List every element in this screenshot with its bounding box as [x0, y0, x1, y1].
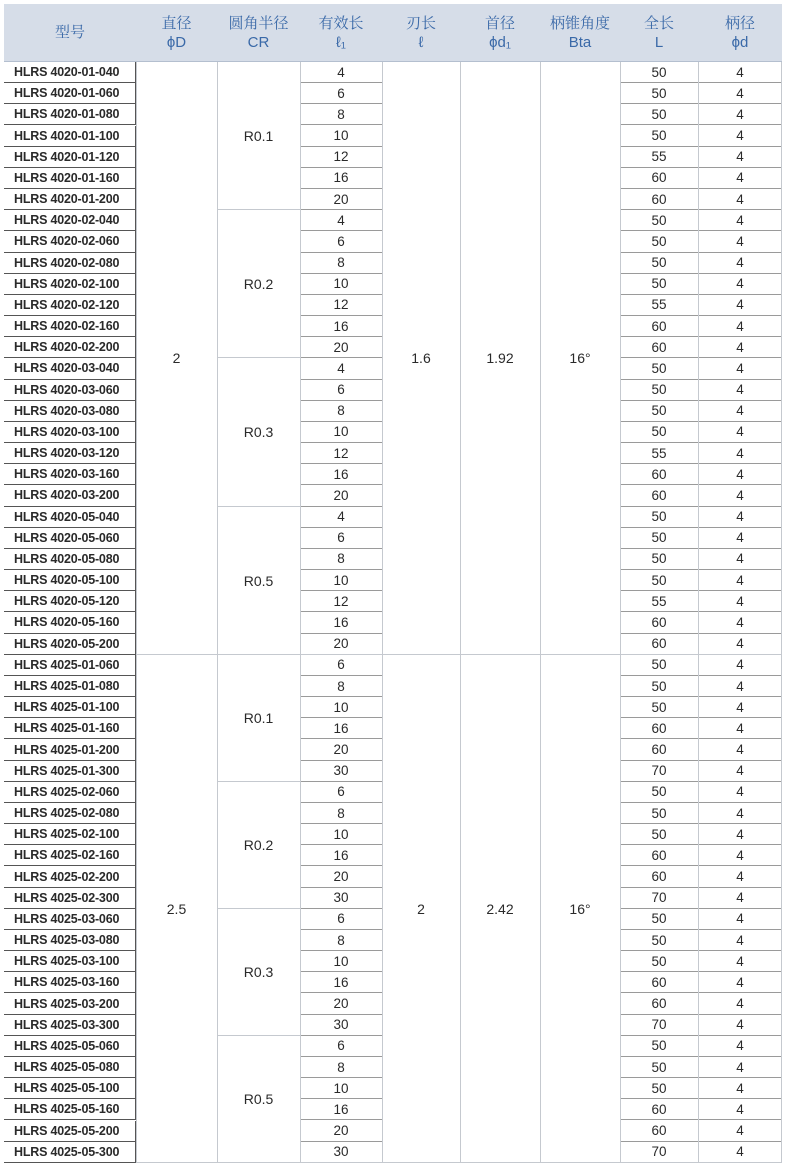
table-cell-effective-length: 6 [300, 528, 382, 549]
table-cell-corner-radius: R0.1 [243, 710, 274, 727]
table-cell-overall-length: 50 [620, 951, 698, 972]
table-cell-overall-length: 60 [620, 1121, 698, 1142]
table-cell-overall-length: 60 [620, 1099, 698, 1120]
header-corner-radius-title: 圆角半径 [228, 14, 289, 32]
table-cell-overall-length: 60 [620, 718, 698, 739]
table-row-model: HLRS 4020-02-100 [4, 274, 136, 295]
table-row-model: HLRS 4020-02-200 [4, 337, 136, 358]
table-row-model: HLRS 4025-03-080 [4, 930, 136, 951]
table-cell-taper-angle: 16° [569, 350, 591, 367]
table-row-model: HLRS 4020-03-120 [4, 443, 136, 464]
table-cell-effective-length: 16 [300, 612, 382, 633]
table-cell-overall-length: 60 [620, 337, 698, 358]
table-row-model: HLRS 4025-05-300 [4, 1142, 136, 1163]
table-cell-shank-diameter: 4 [698, 1015, 782, 1036]
table-cell-effective-length: 8 [300, 401, 382, 422]
table-cell-shank-diameter: 4 [698, 972, 782, 993]
table-row-model: HLRS 4025-05-060 [4, 1036, 136, 1057]
table-cell-effective-length: 8 [300, 676, 382, 697]
table-cell-overall-length: 70 [620, 1015, 698, 1036]
column-divider [217, 62, 218, 1163]
table-cell-shank-diameter: 4 [698, 612, 782, 633]
table-cell-effective-length: 10 [300, 697, 382, 718]
table-row-model: HLRS 4025-05-160 [4, 1099, 136, 1120]
table-row-model: HLRS 4020-01-160 [4, 168, 136, 189]
table-cell-shank-diameter: 4 [698, 485, 782, 506]
column-divider [136, 62, 137, 1163]
header-model-title: 型号 [54, 24, 85, 41]
table-cell-effective-length: 12 [300, 147, 382, 168]
table-cell-effective-length: 16 [300, 464, 382, 485]
table-cell-effective-length: 4 [300, 62, 382, 83]
table-cell-shank-diameter: 4 [698, 845, 782, 866]
table-row-model: HLRS 4025-01-060 [4, 655, 136, 676]
table-cell-effective-length: 30 [300, 888, 382, 909]
table-cell-effective-length: 16 [300, 845, 382, 866]
table-cell-effective-length: 20 [300, 866, 382, 887]
table-cell-effective-length: 10 [300, 824, 382, 845]
table-row-model: HLRS 4025-03-160 [4, 972, 136, 993]
table-cell-overall-length: 50 [620, 62, 698, 83]
table-cell-effective-length: 12 [300, 443, 382, 464]
header-diameter-symbol: ϕD [166, 33, 187, 51]
table-cell-shank-diameter: 4 [698, 1142, 782, 1163]
table-row-model: HLRS 4025-01-080 [4, 676, 136, 697]
table-cell-diameter: 2.5 [166, 900, 187, 917]
table-cell-overall-length: 50 [620, 1078, 698, 1099]
table-cell-effective-length: 16 [300, 972, 382, 993]
table-row-model: HLRS 4020-02-080 [4, 253, 136, 274]
table-cell-effective-length: 20 [300, 993, 382, 1014]
table-cell-shank-diameter: 4 [698, 295, 782, 316]
table-cell-effective-length: 6 [300, 909, 382, 930]
column-divider [781, 62, 782, 1163]
table-row-model: HLRS 4020-01-060 [4, 83, 136, 104]
table-cell-overall-length: 50 [620, 253, 698, 274]
table-cell-effective-length: 10 [300, 570, 382, 591]
table-cell-overall-length: 60 [620, 168, 698, 189]
table-cell-effective-length: 6 [300, 782, 382, 803]
group-divider [136, 1162, 782, 1163]
table-cell-effective-length: 20 [300, 485, 382, 506]
table-cell-effective-length: 8 [300, 104, 382, 125]
table-cell-overall-length: 60 [620, 972, 698, 993]
table-cell-effective-length: 8 [300, 803, 382, 824]
column-divider [540, 62, 541, 1163]
table-cell-shank-diameter: 4 [698, 210, 782, 231]
table-cell-overall-length: 60 [620, 464, 698, 485]
table-cell-effective-length: 8 [300, 1057, 382, 1078]
table-cell-effective-length: 30 [300, 761, 382, 782]
header-overall-length-title: 全长 [643, 14, 674, 32]
table-cell-overall-length: 70 [620, 888, 698, 909]
table-cell-overall-length: 50 [620, 570, 698, 591]
table-cell-effective-length: 6 [300, 231, 382, 252]
table-cell-corner-radius: R0.1 [243, 128, 274, 145]
table-cell-shank-diameter: 4 [698, 888, 782, 909]
column-divider [698, 62, 699, 1163]
table-cell-shank-diameter: 4 [698, 549, 782, 570]
table-cell-shank-diameter: 4 [698, 443, 782, 464]
table-cell-overall-length: 50 [620, 824, 698, 845]
table-row-model: HLRS 4025-02-060 [4, 782, 136, 803]
table-cell-overall-length: 50 [620, 210, 698, 231]
table-cell-overall-length: 50 [620, 697, 698, 718]
table-cell-effective-length: 8 [300, 253, 382, 274]
header-blade-length-symbol: ℓ [418, 33, 424, 51]
table-cell-shank-diameter: 4 [698, 634, 782, 655]
spec-table [4, 4, 782, 1171]
table-row-model: HLRS 4020-05-200 [4, 634, 136, 655]
column-divider [300, 62, 301, 1163]
table-row-model: HLRS 4025-02-100 [4, 824, 136, 845]
table-cell-overall-length: 70 [620, 761, 698, 782]
column-divider [620, 62, 621, 1163]
table-cell-shank-diameter: 4 [698, 676, 782, 697]
table-cell-shank-diameter: 4 [698, 803, 782, 824]
table-cell-effective-length: 16 [300, 718, 382, 739]
table-cell-shank-diameter: 4 [698, 930, 782, 951]
header-overall-length-symbol: L [654, 33, 664, 51]
table-cell-shank-diameter: 4 [698, 231, 782, 252]
table-cell-corner-radius: R0.5 [243, 572, 274, 589]
table-cell-shank-diameter: 4 [698, 1078, 782, 1099]
header-neck-diameter-title: 首径 [484, 14, 515, 32]
table-cell-shank-diameter: 4 [698, 147, 782, 168]
table-cell-shank-diameter: 4 [698, 824, 782, 845]
table-cell-effective-length: 4 [300, 210, 382, 231]
table-cell-overall-length: 50 [620, 549, 698, 570]
header-neck-diameter-symbol: ϕd₁ [489, 33, 511, 51]
table-row-model: HLRS 4025-01-160 [4, 718, 136, 739]
table-cell-overall-length: 50 [620, 104, 698, 125]
table-row-model: HLRS 4025-02-300 [4, 888, 136, 909]
table-cell-effective-length: 30 [300, 1015, 382, 1036]
table-cell-shank-diameter: 4 [698, 104, 782, 125]
table-cell-shank-diameter: 4 [698, 951, 782, 972]
table-cell-overall-length: 55 [620, 443, 698, 464]
table-cell-overall-length: 50 [620, 676, 698, 697]
table-cell-overall-length: 60 [620, 485, 698, 506]
table-cell-shank-diameter: 4 [698, 464, 782, 485]
header-blade-length-title: 刃长 [405, 14, 436, 32]
table-cell-shank-diameter: 4 [698, 358, 782, 379]
table-row-model: HLRS 4025-01-300 [4, 761, 136, 782]
header-diameter [136, 4, 217, 62]
table-cell-shank-diameter: 4 [698, 718, 782, 739]
table-cell-shank-diameter: 4 [698, 168, 782, 189]
table-row-model: HLRS 4020-03-200 [4, 485, 136, 506]
table-cell-blade-length: 2 [417, 900, 425, 917]
table-cell-shank-diameter: 4 [698, 380, 782, 401]
table-row-model: HLRS 4020-01-040 [4, 62, 136, 83]
table-cell-overall-length: 60 [620, 316, 698, 337]
table-cell-shank-diameter: 4 [698, 761, 782, 782]
table-cell-effective-length: 20 [300, 337, 382, 358]
table-cell-overall-length: 50 [620, 126, 698, 147]
header-shank-diameter [698, 4, 782, 62]
table-row-model: HLRS 4025-05-200 [4, 1121, 136, 1142]
table-cell-effective-length: 12 [300, 295, 382, 316]
table-cell-effective-length: 20 [300, 739, 382, 760]
table-cell-corner-radius: R0.3 [243, 964, 274, 981]
table-cell-shank-diameter: 4 [698, 337, 782, 358]
table-cell-effective-length: 20 [300, 1121, 382, 1142]
table-row-model: HLRS 4020-03-060 [4, 380, 136, 401]
table-row-model: HLRS 4020-02-120 [4, 295, 136, 316]
table-row-model: HLRS 4020-05-060 [4, 528, 136, 549]
table-row-model: HLRS 4020-01-120 [4, 147, 136, 168]
table-row-model: HLRS 4025-02-200 [4, 866, 136, 887]
table-cell-overall-length: 50 [620, 358, 698, 379]
table-cell-shank-diameter: 4 [698, 1057, 782, 1078]
column-divider [382, 62, 383, 1163]
table-cell-overall-length: 50 [620, 380, 698, 401]
table-cell-corner-radius: R0.3 [243, 424, 274, 441]
table-cell-shank-diameter: 4 [698, 83, 782, 104]
table-row-model: HLRS 4025-01-100 [4, 697, 136, 718]
header-model [4, 4, 136, 62]
table-cell-shank-diameter: 4 [698, 126, 782, 147]
header-diameter-title: 直径 [161, 14, 192, 32]
table-cell-shank-diameter: 4 [698, 1099, 782, 1120]
table-cell-corner-radius: R0.2 [243, 837, 274, 854]
header-effective-length-title: 有效长 [318, 14, 364, 32]
table-cell-effective-length: 30 [300, 1142, 382, 1163]
table-cell-shank-diameter: 4 [698, 1121, 782, 1142]
table-cell-shank-diameter: 4 [698, 697, 782, 718]
table-cell-effective-length: 16 [300, 168, 382, 189]
table-cell-effective-length: 4 [300, 358, 382, 379]
table-row-model: HLRS 4025-05-080 [4, 1057, 136, 1078]
table-cell-diameter: 2 [172, 350, 181, 367]
header-neck-diameter [460, 4, 540, 62]
table-cell-overall-length: 55 [620, 295, 698, 316]
table-cell-effective-length: 12 [300, 591, 382, 612]
header-taper-angle-symbol: Bta [568, 33, 592, 51]
table-cell-effective-length: 8 [300, 549, 382, 570]
table-cell-overall-length: 60 [620, 866, 698, 887]
table-cell-overall-length: 50 [620, 401, 698, 422]
table-cell-overall-length: 50 [620, 1036, 698, 1057]
table-row-model: HLRS 4020-05-040 [4, 507, 136, 528]
table-cell-shank-diameter: 4 [698, 1036, 782, 1057]
table-cell-overall-length: 60 [620, 634, 698, 655]
header-taper-angle-title: 柄锥角度 [549, 14, 610, 32]
table-cell-effective-length: 10 [300, 951, 382, 972]
table-cell-effective-length: 10 [300, 126, 382, 147]
table-cell-shank-diameter: 4 [698, 866, 782, 887]
table-cell-overall-length: 60 [620, 845, 698, 866]
table-cell-overall-length: 50 [620, 274, 698, 295]
table-row-model: HLRS 4020-03-040 [4, 358, 136, 379]
table-cell-overall-length: 50 [620, 909, 698, 930]
header-taper-angle [540, 4, 620, 62]
table-cell-shank-diameter: 4 [698, 570, 782, 591]
table-row-model: HLRS 4020-02-040 [4, 210, 136, 231]
table-row-model: HLRS 4025-03-300 [4, 1015, 136, 1036]
table-row-model: HLRS 4020-03-100 [4, 422, 136, 443]
table-cell-overall-length: 50 [620, 231, 698, 252]
table-cell-effective-length: 20 [300, 634, 382, 655]
table-row-model: HLRS 4025-01-200 [4, 739, 136, 760]
table-row-model: HLRS 4025-02-160 [4, 845, 136, 866]
table-row-model: HLRS 4025-03-060 [4, 909, 136, 930]
table-cell-shank-diameter: 4 [698, 253, 782, 274]
table-row-model: HLRS 4020-05-100 [4, 570, 136, 591]
table-cell-shank-diameter: 4 [698, 993, 782, 1014]
header-effective-length-symbol: ℓ₁ [336, 33, 346, 51]
table-cell-overall-length: 50 [620, 422, 698, 443]
table-cell-effective-length: 6 [300, 1036, 382, 1057]
table-cell-effective-length: 16 [300, 316, 382, 337]
table-cell-shank-diameter: 4 [698, 655, 782, 676]
table-cell-shank-diameter: 4 [698, 782, 782, 803]
table-row-model: HLRS 4025-03-200 [4, 993, 136, 1014]
column-divider [460, 62, 461, 1163]
table-cell-overall-length: 55 [620, 147, 698, 168]
table-cell-shank-diameter: 4 [698, 189, 782, 210]
table-cell-overall-length: 50 [620, 655, 698, 676]
table-cell-effective-length: 10 [300, 274, 382, 295]
table-cell-neck-diameter: 2.42 [486, 900, 514, 917]
table-cell-taper-angle: 16° [569, 900, 591, 917]
table-row-model: HLRS 4020-05-120 [4, 591, 136, 612]
header-corner-radius-symbol: CR [247, 33, 270, 51]
header-shank-diameter-symbol: ϕd [731, 33, 749, 51]
table-cell-effective-length: 10 [300, 422, 382, 443]
table-cell-overall-length: 50 [620, 528, 698, 549]
table-row-model: HLRS 4020-03-160 [4, 464, 136, 485]
table-row-model: HLRS 4020-02-160 [4, 316, 136, 337]
table-cell-overall-length: 60 [620, 993, 698, 1014]
table-cell-effective-length: 6 [300, 83, 382, 104]
table-cell-overall-length: 50 [620, 507, 698, 528]
table-row-model: HLRS 4020-03-080 [4, 401, 136, 422]
table-cell-shank-diameter: 4 [698, 401, 782, 422]
table-cell-overall-length: 70 [620, 1142, 698, 1163]
table-cell-effective-length: 6 [300, 655, 382, 676]
table-cell-corner-radius: R0.2 [243, 276, 274, 293]
table-cell-shank-diameter: 4 [698, 528, 782, 549]
table-cell-effective-length: 10 [300, 1078, 382, 1099]
table-cell-overall-length: 55 [620, 591, 698, 612]
table-cell-shank-diameter: 4 [698, 739, 782, 760]
table-cell-shank-diameter: 4 [698, 316, 782, 337]
header-corner-radius [217, 4, 300, 62]
table-row-model: HLRS 4020-01-100 [4, 126, 136, 147]
table-cell-overall-length: 50 [620, 83, 698, 104]
table-cell-overall-length: 60 [620, 189, 698, 210]
table-cell-effective-length: 4 [300, 507, 382, 528]
table-cell-overall-length: 50 [620, 930, 698, 951]
table-row-model: HLRS 4020-02-060 [4, 231, 136, 252]
table-cell-shank-diameter: 4 [698, 62, 782, 83]
table-cell-shank-diameter: 4 [698, 274, 782, 295]
table-cell-overall-length: 60 [620, 739, 698, 760]
table-cell-blade-length: 1.6 [411, 350, 431, 367]
table-cell-neck-diameter: 1.92 [486, 350, 514, 367]
table-cell-effective-length: 8 [300, 930, 382, 951]
table-row-model: HLRS 4020-01-200 [4, 189, 136, 210]
table-cell-effective-length: 6 [300, 380, 382, 401]
table-row-model: HLRS 4025-02-080 [4, 803, 136, 824]
header-blade-length [382, 4, 460, 62]
table-cell-overall-length: 50 [620, 803, 698, 824]
table-cell-overall-length: 50 [620, 782, 698, 803]
table-cell-effective-length: 16 [300, 1099, 382, 1120]
table-row-model: HLRS 4020-01-080 [4, 104, 136, 125]
table-cell-shank-diameter: 4 [698, 909, 782, 930]
header-overall-length [620, 4, 698, 62]
table-cell-shank-diameter: 4 [698, 507, 782, 528]
table-row-model: HLRS 4020-05-160 [4, 612, 136, 633]
table-cell-corner-radius: R0.5 [243, 1091, 274, 1108]
table-cell-overall-length: 50 [620, 1057, 698, 1078]
table-cell-effective-length: 20 [300, 189, 382, 210]
table-row-model: HLRS 4025-03-100 [4, 951, 136, 972]
table-cell-overall-length: 60 [620, 612, 698, 633]
header-shank-diameter-title: 柄径 [724, 14, 755, 32]
header-effective-length [300, 4, 382, 62]
table-cell-shank-diameter: 4 [698, 591, 782, 612]
table-row-model: HLRS 4020-05-080 [4, 549, 136, 570]
table-row-model: HLRS 4025-05-100 [4, 1078, 136, 1099]
table-cell-shank-diameter: 4 [698, 422, 782, 443]
